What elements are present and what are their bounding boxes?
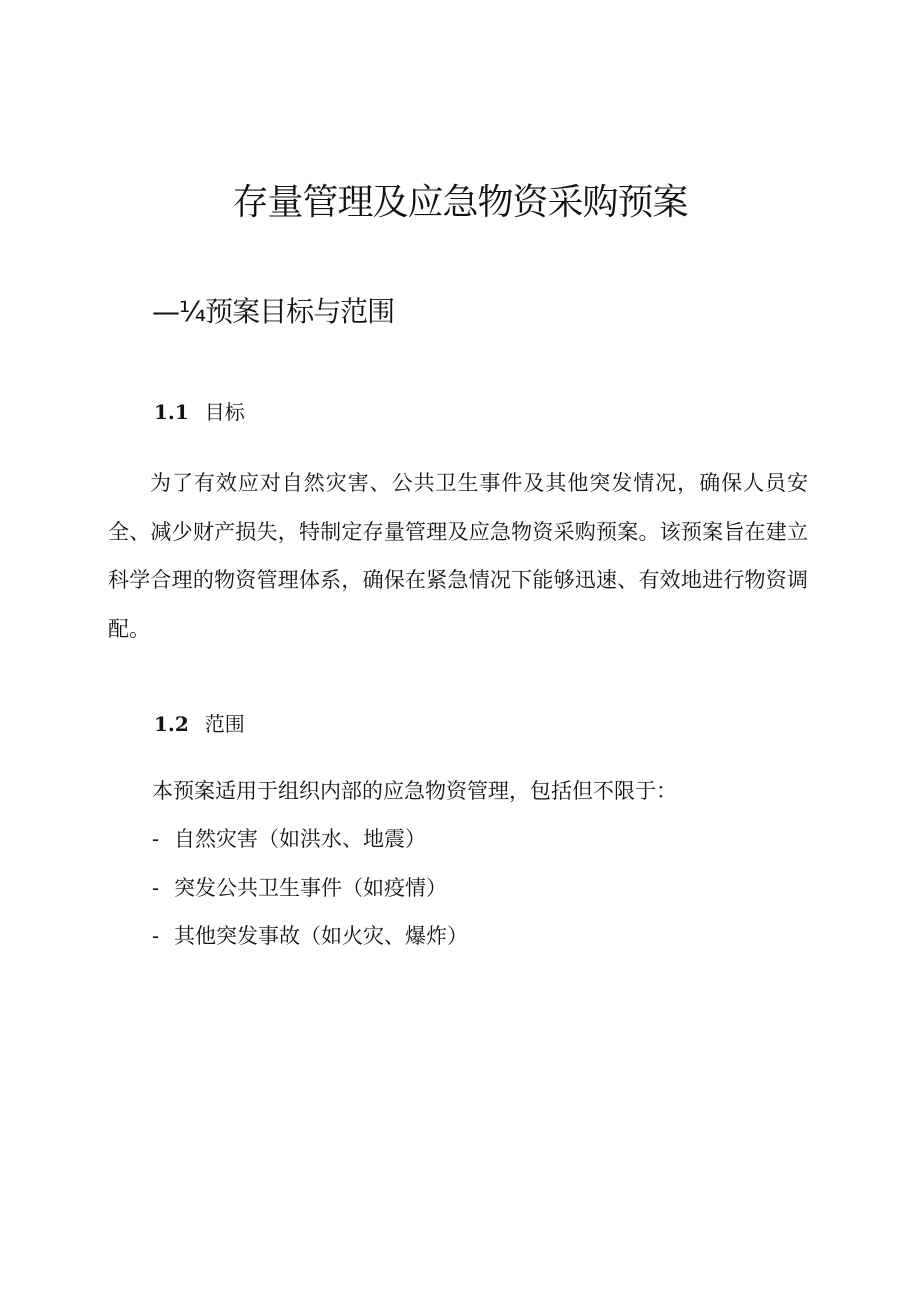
goal-paragraph: 为了有效应对自然灾害、公共卫生事件及其他突发情况，确保人员安全、减少财产损失，特制定存量管理及应急物资采购预案。该预案旨在建立科学合理的物资管理体系，确保在紧急情况下能够迅速、有效地进行物资调配。 bbox=[108, 471, 808, 641]
subsection-label: 目标 bbox=[204, 400, 245, 424]
list-item-text: 突发公共卫生事件（如疫情） bbox=[174, 875, 447, 900]
subsection-label: 范围 bbox=[204, 712, 245, 736]
subsection-number: 1.1 bbox=[154, 400, 189, 424]
section-heading: —¼预案目标与范围 bbox=[152, 295, 395, 328]
subsection-heading-scope bbox=[154, 710, 245, 738]
scope-list bbox=[152, 823, 468, 969]
list-item bbox=[152, 872, 468, 904]
subsection-number: 1.2 bbox=[154, 712, 189, 736]
list-item-text: 其他突发事故（如火灾、爆炸） bbox=[174, 924, 468, 948]
scope-intro: 本预案适用于组织内部的应急物资管理，包括但不限于： bbox=[152, 779, 677, 803]
list-item-text: 自然灾害（如洪水、地震） bbox=[174, 827, 426, 851]
subsection-heading-goal bbox=[154, 398, 245, 426]
list-item bbox=[152, 920, 468, 952]
list-item bbox=[152, 823, 468, 855]
document-title: 存量管理及应急物资采购预案 bbox=[232, 182, 688, 223]
list-marker: - bbox=[152, 924, 160, 948]
list-marker: - bbox=[152, 827, 160, 851]
list-marker: - bbox=[152, 875, 160, 900]
